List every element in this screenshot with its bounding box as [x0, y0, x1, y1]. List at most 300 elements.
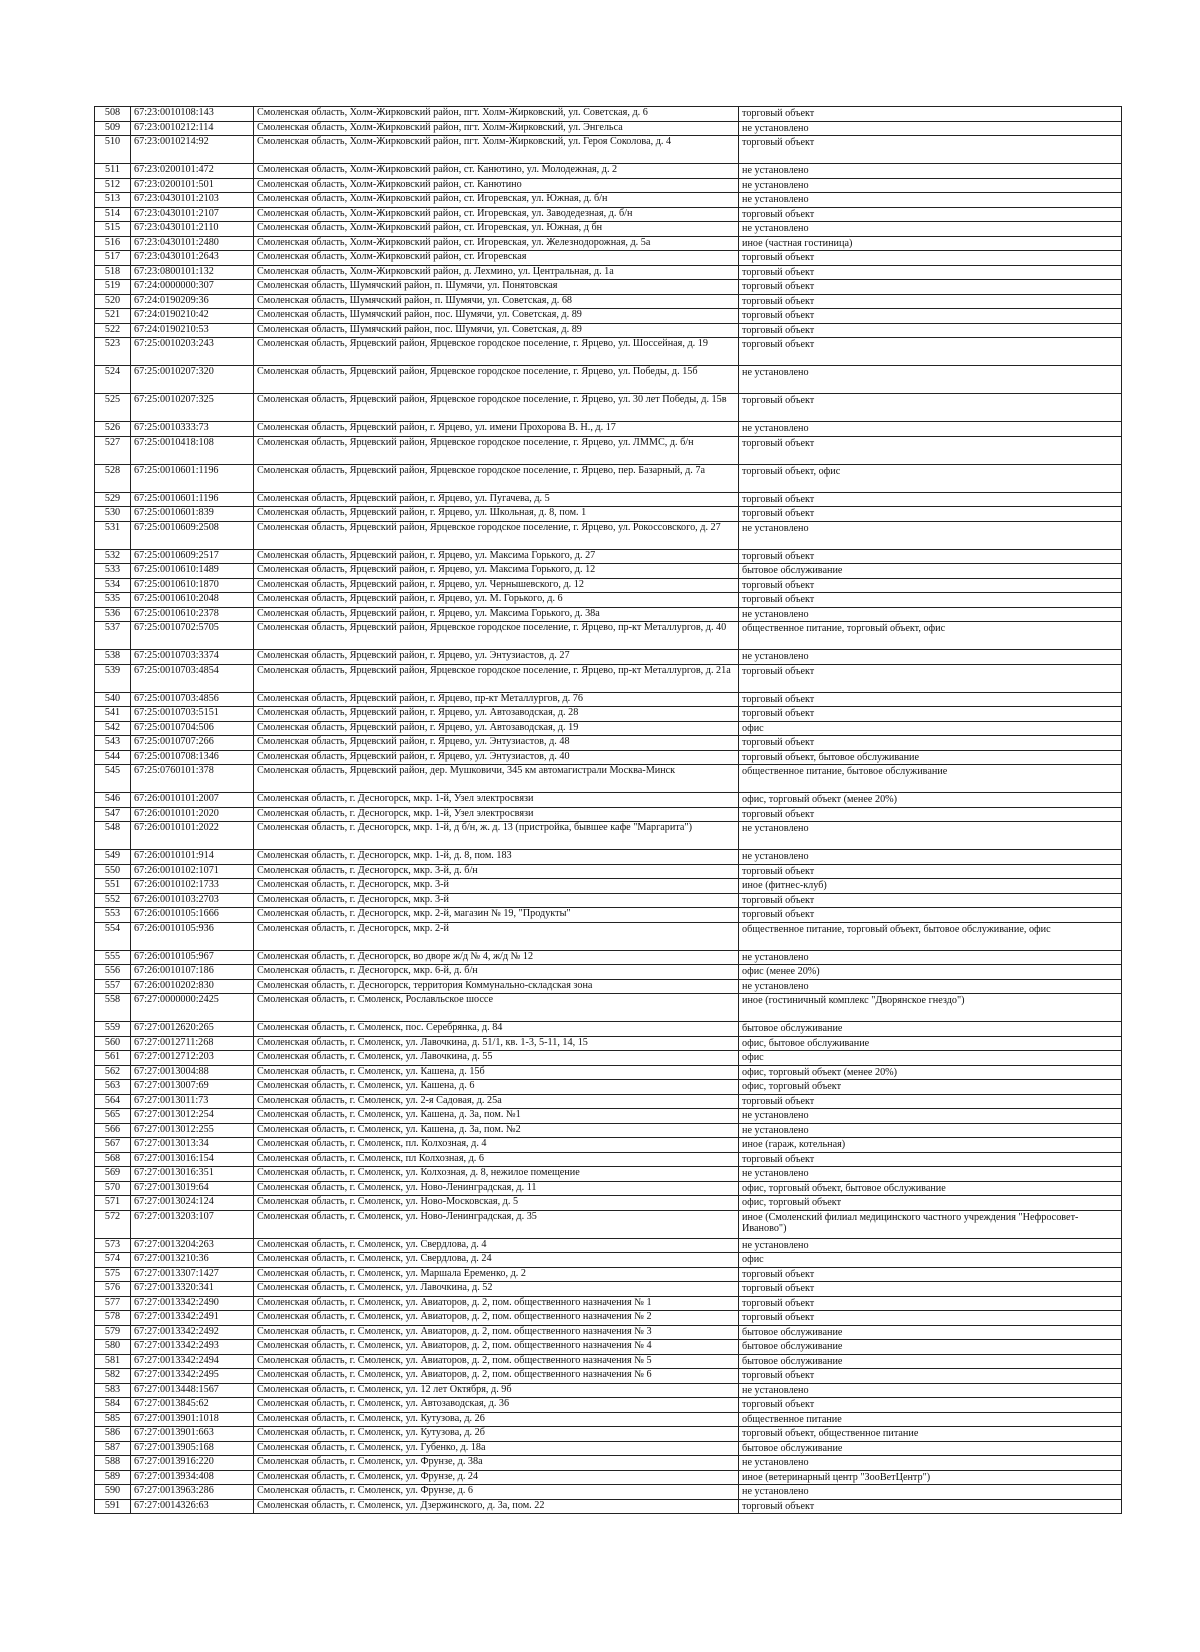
- row-number-cell: [95, 436, 131, 464]
- table-row: [95, 394, 1122, 422]
- usage-type: не установлено: [742, 651, 809, 662]
- usage-type-cell: [739, 1499, 1122, 1514]
- cadastral-number: 67:26:0010101:2020: [134, 807, 219, 819]
- row-number-cell: [95, 1238, 131, 1253]
- address: Смоленская область, Холм-Жирковский район, ст. Канютино, ул. Молодежная, д. 2: [257, 164, 618, 175]
- row-number: 534: [104, 578, 121, 590]
- address: Смоленская область, г. Смоленск, ул. Кутузова, д. 2б: [257, 1427, 485, 1438]
- cadastral-number: 67:27:0013012:255: [134, 1123, 214, 1135]
- row-number: 583: [104, 1383, 121, 1395]
- address-cell: [254, 338, 739, 366]
- table-row: [95, 1210, 1122, 1238]
- row-number-cell: [95, 1282, 131, 1297]
- usage-type-cell: [739, 164, 1122, 179]
- usage-type-cell: [739, 394, 1122, 422]
- cadastral-number: 67:23:0010212:114: [134, 121, 214, 133]
- table-row: [95, 1036, 1122, 1051]
- row-number-cell: [95, 765, 131, 793]
- usage-type: офис (менее 20%): [742, 966, 820, 977]
- address-cell: [254, 207, 739, 222]
- address-cell: [254, 236, 739, 251]
- usage-type-cell: [739, 965, 1122, 980]
- usage-type: общественное питание, торговый объект, офис: [742, 623, 946, 634]
- address-cell: [254, 564, 739, 579]
- address: Смоленская область, г. Смоленск, пл Колхозная, д. 6: [257, 1152, 484, 1164]
- usage-type-cell: [739, 1022, 1122, 1037]
- usage-type-cell: [739, 994, 1122, 1022]
- usage-type-cell: [739, 1094, 1122, 1109]
- usage-type-cell: [739, 366, 1122, 394]
- usage-type-cell: [739, 1296, 1122, 1311]
- address: Смоленская область, г. Смоленск, ул. Кутузова, д. 26: [257, 1412, 485, 1424]
- address-cell: [254, 1485, 739, 1500]
- usage-type: не установлено: [742, 1168, 809, 1179]
- row-number: 551: [104, 879, 121, 890]
- address-cell: [254, 622, 739, 650]
- row-number: 535: [104, 593, 121, 604]
- usage-type-cell: [739, 136, 1122, 164]
- row-number-cell: [95, 893, 131, 908]
- usage-type-cell: [739, 280, 1122, 295]
- row-number: 529: [104, 492, 121, 504]
- usage-type: торговый объект: [742, 693, 815, 705]
- row-number: 584: [104, 1398, 121, 1409]
- row-number: 582: [104, 1369, 121, 1380]
- cadastral-number-cell: [131, 1152, 254, 1167]
- cadastral-number: 67:24:0000000:307: [134, 280, 214, 291]
- usage-type-cell: [739, 1311, 1122, 1326]
- cadastral-number-cell: [131, 1238, 254, 1253]
- cadastral-number-cell: [131, 309, 254, 324]
- usage-type-cell: [739, 507, 1122, 522]
- table-row: [95, 1253, 1122, 1268]
- cadastral-number-cell: [131, 251, 254, 266]
- usage-type: торговый объект: [742, 1268, 815, 1280]
- cadastral-number-cell: [131, 207, 254, 222]
- address-cell: [254, 721, 739, 736]
- table-row: [95, 950, 1122, 965]
- address-cell: [254, 607, 739, 622]
- table-row: [95, 1340, 1122, 1355]
- cadastral-number: 67:27:0013203:107: [134, 1210, 214, 1222]
- address-cell: [254, 323, 739, 338]
- row-number-cell: [95, 1051, 131, 1066]
- cadastral-number: 67:24:0190209:36: [134, 294, 209, 306]
- address: Смоленская область, г. Десногорск, мкр. 1-й, Узел электросвязи: [257, 807, 534, 819]
- address: Смоленская область, г. Смоленск, ул. Свердлова, д. 24: [257, 1253, 492, 1264]
- table-row: [95, 793, 1122, 808]
- cadastral-number: 67:26:0010102:1071: [134, 864, 219, 876]
- row-number: 553: [104, 908, 121, 919]
- cadastral-number: 67:27:0013016:351: [134, 1167, 214, 1178]
- cadastral-number-cell: [131, 1167, 254, 1182]
- address: Смоленская область, г. Смоленск, ул. Ново-Ленинградская, д. 11: [257, 1181, 537, 1193]
- table-row: [95, 507, 1122, 522]
- usage-type: торговый объект: [742, 894, 815, 906]
- usage-type-cell: [739, 1123, 1122, 1138]
- row-number-cell: [95, 507, 131, 522]
- row-number: 564: [104, 1094, 121, 1106]
- cadastral-number-cell: [131, 564, 254, 579]
- usage-type-cell: [739, 1065, 1122, 1080]
- address-cell: [254, 1051, 739, 1066]
- address-cell: [254, 1123, 739, 1138]
- address: Смоленская область, г. Смоленск, ул. Лавочкина, д. 51/1, кв. 1-3, 5-11, 14, 15: [257, 1036, 588, 1048]
- row-number: 567: [104, 1138, 121, 1149]
- address-cell: [254, 1036, 739, 1051]
- cadastral-number-cell: [131, 765, 254, 793]
- address: Смоленская область, г. Смоленск, ул. Фрунзе, д. 24: [257, 1470, 479, 1482]
- row-number: 542: [104, 721, 121, 733]
- table-row: [95, 1456, 1122, 1471]
- table-row: [95, 1282, 1122, 1297]
- cadastral-number: 67:27:0013342:2495: [134, 1369, 219, 1380]
- cadastral-number-cell: [131, 793, 254, 808]
- cadastral-number-cell: [131, 593, 254, 608]
- row-number: 540: [104, 692, 121, 704]
- cadastral-number: 67:26:0010101:914: [134, 850, 214, 861]
- cadastral-number-cell: [131, 692, 254, 707]
- usage-type-cell: [739, 222, 1122, 237]
- table-row: [95, 207, 1122, 222]
- address: Смоленская область, Шумячский район, п. Шумячи, ул. Понятовская: [257, 280, 558, 291]
- table-row: [95, 323, 1122, 338]
- address: Смоленская область, г. Десногорск, мкр. 3-й: [257, 893, 449, 905]
- address: Смоленская область, Ярцевский район, г. Ярцево, ул. М. Горького, д. 6: [257, 593, 563, 604]
- row-number-cell: [95, 593, 131, 608]
- cadastral-number: 67:25:0010601:1196: [134, 464, 219, 476]
- address-cell: [254, 965, 739, 980]
- cadastral-number-cell: [131, 707, 254, 722]
- cadastral-number-cell: [131, 850, 254, 865]
- usage-type-cell: [739, 1210, 1122, 1238]
- usage-type: иное (фитнес-клуб): [742, 880, 827, 891]
- cadastral-number: 67:25:0010601:839: [134, 507, 214, 518]
- usage-type: не установлено: [742, 608, 809, 620]
- table-row: [95, 1094, 1122, 1109]
- usage-type: торговый объект: [742, 808, 815, 820]
- row-number: 557: [104, 979, 121, 991]
- address-cell: [254, 893, 739, 908]
- address-cell: [254, 1138, 739, 1153]
- usage-type: не установлено: [742, 522, 809, 534]
- usage-type: иное (гостиничный комплекс "Дворянское гнездо"): [742, 995, 965, 1006]
- table-row: [95, 879, 1122, 894]
- cadastral-number-cell: [131, 1094, 254, 1109]
- table-row: [95, 965, 1122, 980]
- usage-type-cell: [739, 908, 1122, 923]
- cadastral-number-cell: [131, 1369, 254, 1384]
- address: Смоленская область, Шумячский район, пос. Шумячи, ул. Советская, д. 89: [257, 309, 582, 320]
- cadastral-number-cell: [131, 436, 254, 464]
- row-number-cell: [95, 107, 131, 122]
- cadastral-number: 67:27:0013901:663: [134, 1427, 214, 1438]
- row-number-cell: [95, 664, 131, 692]
- address: Смоленская область, Ярцевский район, г. Ярцево, ул. Энтузиастов, д. 40: [257, 750, 570, 762]
- cadastral-number-cell: [131, 507, 254, 522]
- cadastral-number-cell: [131, 622, 254, 650]
- usage-type: бытовое обслуживание: [742, 565, 843, 576]
- usage-type: иное (ветеринарный центр "ЗооВетЦентр"): [742, 1471, 931, 1483]
- address-cell: [254, 1253, 739, 1268]
- usage-type: торговый объект: [742, 1312, 815, 1323]
- table-row: [95, 521, 1122, 549]
- address: Смоленская область, Ярцевский район, Ярцевское городское поселение, г. Ярцево, ул. 30 лет Победы, д. 15в: [257, 394, 727, 405]
- address-cell: [254, 394, 739, 422]
- row-number-cell: [95, 965, 131, 980]
- usage-type: не установлено: [742, 1239, 809, 1251]
- property-table: [94, 106, 1122, 1514]
- usage-type-cell: [739, 236, 1122, 251]
- row-number: 570: [104, 1181, 121, 1193]
- cadastral-number: 67:27:0013024:124: [134, 1196, 214, 1207]
- usage-type: общественное питание: [742, 1413, 842, 1425]
- usage-type-cell: [739, 864, 1122, 879]
- usage-type-cell: [739, 1398, 1122, 1413]
- table-row: [95, 750, 1122, 765]
- address: Смоленская область, г. Смоленск, ул. Кашена, д. 3а, пом. №1: [257, 1109, 521, 1120]
- row-number-cell: [95, 750, 131, 765]
- usage-type-cell: [739, 121, 1122, 136]
- row-number-cell: [95, 864, 131, 879]
- row-number-cell: [95, 236, 131, 251]
- address: Смоленская область, г. Десногорск, мкр. 2-й, магазин № 19, "Продукты": [257, 908, 571, 919]
- cadastral-number: 67:23:0200101:501: [134, 178, 214, 190]
- row-number: 508: [104, 107, 121, 118]
- address: Смоленская область, г. Десногорск, мкр. 1-й, Узел электросвязи: [257, 793, 534, 804]
- usage-type-cell: [739, 1167, 1122, 1182]
- row-number: 524: [104, 366, 121, 377]
- row-number-cell: [95, 394, 131, 422]
- row-number-cell: [95, 1181, 131, 1196]
- usage-type: офис, торговый объект (менее 20%): [742, 1066, 898, 1078]
- usage-type: не установлено: [742, 980, 809, 992]
- table-row: [95, 464, 1122, 492]
- row-number: 511: [105, 164, 120, 175]
- address: Смоленская область, г. Смоленск, ул. Лавочкина, д. 55: [257, 1051, 493, 1062]
- usage-type-cell: [739, 893, 1122, 908]
- table-row: [95, 765, 1122, 793]
- usage-type: торговый объект: [742, 865, 815, 877]
- address-cell: [254, 107, 739, 122]
- row-number: 563: [104, 1080, 121, 1091]
- address: Смоленская область, г. Смоленск, ул. Кашена, д. 15б: [257, 1065, 485, 1077]
- cadastral-number: 67:25:0010418:108: [134, 436, 214, 448]
- table-row: [95, 607, 1122, 622]
- cadastral-number: 67:27:0013342:2491: [134, 1311, 219, 1322]
- usage-type: офис: [742, 722, 764, 734]
- usage-type-cell: [739, 607, 1122, 622]
- row-number-cell: [95, 1340, 131, 1355]
- row-number: 538: [104, 650, 121, 661]
- address: Смоленская область, Ярцевский район, г. Ярцево, ул. Максима Горького, д. 12: [257, 564, 596, 575]
- address: Смоленская область, Ярцевский район, г. Ярцево, ул. Автозаводская, д. 19: [257, 721, 579, 733]
- address-cell: [254, 280, 739, 295]
- cadastral-number: 67:26:0010101:2007: [134, 793, 219, 804]
- address-cell: [254, 1383, 739, 1398]
- row-number-cell: [95, 994, 131, 1022]
- address-cell: [254, 1094, 739, 1109]
- usage-type-cell: [739, 807, 1122, 822]
- usage-type: офис, бытовое обслуживание: [742, 1037, 870, 1049]
- address: Смоленская область, Холм-Жирковский район, ст. Игоревская, ул. Южная, д бн: [257, 222, 603, 233]
- row-number-cell: [95, 1311, 131, 1326]
- row-number-cell: [95, 1296, 131, 1311]
- table-row: [95, 1138, 1122, 1153]
- row-number-cell: [95, 294, 131, 309]
- row-number-cell: [95, 707, 131, 722]
- address-cell: [254, 1499, 739, 1514]
- usage-type-cell: [739, 664, 1122, 692]
- address: Смоленская область, Холм-Жирковский район, пгт. Холм-Жирковский, ул. Героя Соколова, д. 4: [257, 136, 672, 147]
- address: Смоленская область, г. Смоленск, ул. Ново-Ленинградская, д. 35: [257, 1210, 537, 1222]
- address-cell: [254, 492, 739, 507]
- address-cell: [254, 464, 739, 492]
- address: Смоленская область, Ярцевский район, Ярцевское городское поселение, г. Ярцево, ул. Рокоссовского, д. 27: [257, 521, 721, 533]
- usage-type-cell: [739, 422, 1122, 437]
- address-cell: [254, 136, 739, 164]
- cadastral-number-cell: [131, 492, 254, 507]
- usage-type: торговый объект: [742, 1095, 815, 1107]
- cadastral-number: 67:27:0013320:341: [134, 1282, 214, 1293]
- usage-type-cell: [739, 750, 1122, 765]
- table-row: [95, 1296, 1122, 1311]
- cadastral-number-cell: [131, 750, 254, 765]
- table-row: [95, 1369, 1122, 1384]
- cadastral-number-cell: [131, 549, 254, 564]
- address: Смоленская область, г. Смоленск, ул. Кашена, д. 3а, пом. №2: [257, 1123, 521, 1135]
- usage-type: бытовое обслуживание: [742, 1023, 843, 1034]
- row-number-cell: [95, 1369, 131, 1384]
- usage-type: не установлено: [742, 823, 809, 834]
- cadastral-number: 67:25:0010703:5151: [134, 707, 219, 718]
- cadastral-number-cell: [131, 193, 254, 208]
- usage-type: общественное питание, торговый объект, бытовое обслуживание, офис: [742, 923, 1051, 935]
- table-row: [95, 692, 1122, 707]
- usage-type-cell: [739, 1238, 1122, 1253]
- address: Смоленская область, Ярцевский район, Ярцевское городское поселение, г. Ярцево, ул. Победы, д. 15б: [257, 366, 698, 377]
- row-number: 532: [104, 549, 121, 561]
- cadastral-number-cell: [131, 607, 254, 622]
- address-cell: [254, 1441, 739, 1456]
- row-number-cell: [95, 578, 131, 593]
- row-number-cell: [95, 265, 131, 280]
- cadastral-number-cell: [131, 822, 254, 850]
- cadastral-number: 67:25:0010203:243: [134, 338, 214, 349]
- table-row: [95, 236, 1122, 251]
- row-number-cell: [95, 492, 131, 507]
- usage-type: не установлено: [742, 851, 809, 862]
- cadastral-number: 67:27:0013210:36: [134, 1253, 209, 1264]
- cadastral-number-cell: [131, 1123, 254, 1138]
- usage-type-cell: [739, 549, 1122, 564]
- row-number-cell: [95, 908, 131, 923]
- row-number-cell: [95, 1022, 131, 1037]
- address-cell: [254, 178, 739, 193]
- cadastral-number: 67:27:0013342:2492: [134, 1325, 219, 1337]
- address-cell: [254, 950, 739, 965]
- table-row: [95, 366, 1122, 394]
- address: Смоленская область, Шумячский район, пос. Шумячи, ул. Советская, д. 89: [257, 323, 582, 335]
- table-row: [95, 309, 1122, 324]
- usage-type: не установлено: [742, 367, 809, 378]
- row-number-cell: [95, 193, 131, 208]
- usage-type: торговый объект: [742, 1153, 815, 1165]
- table-row: [95, 622, 1122, 650]
- usage-type-cell: [739, 323, 1122, 338]
- address-cell: [254, 822, 739, 850]
- address: Смоленская область, г. Смоленск, ул. Свердлова, д. 4: [257, 1238, 487, 1250]
- usage-type-cell: [739, 1152, 1122, 1167]
- cadastral-number-cell: [131, 236, 254, 251]
- address: Смоленская область, г. Смоленск, ул. Авиаторов, д. 2, пом. общественного назначения № 3: [257, 1325, 652, 1337]
- row-number-cell: [95, 1354, 131, 1369]
- cadastral-number: 67:27:0013916:220: [134, 1456, 214, 1467]
- row-number-cell: [95, 280, 131, 295]
- cadastral-number-cell: [131, 422, 254, 437]
- address: Смоленская область, Ярцевский район, г. Ярцево, ул. Максима Горького, д. 27: [257, 549, 596, 561]
- row-number-cell: [95, 793, 131, 808]
- table-row: [95, 893, 1122, 908]
- cadastral-number: 67:27:0013016:154: [134, 1152, 214, 1164]
- table-row: [95, 650, 1122, 665]
- address-cell: [254, 251, 739, 266]
- address: Смоленская область, Ярцевский район, дер. Мушковичи, 345 км автомагистрали Москва-Минск: [257, 765, 676, 776]
- row-number-cell: [95, 922, 131, 950]
- address: Смоленская область, г. Десногорск, мкр. 3-й: [257, 879, 449, 890]
- cadastral-number: 67:25:0760101:378: [134, 765, 214, 776]
- usage-type: торговый объект, офис: [742, 465, 841, 477]
- usage-type: торговый объект: [742, 137, 815, 148]
- row-number-cell: [95, 464, 131, 492]
- address-cell: [254, 850, 739, 865]
- address-cell: [254, 1238, 739, 1253]
- row-number-cell: [95, 1210, 131, 1238]
- address-cell: [254, 1267, 739, 1282]
- table-row: [95, 1398, 1122, 1413]
- table-row: [95, 280, 1122, 295]
- row-number-cell: [95, 121, 131, 136]
- row-number-cell: [95, 950, 131, 965]
- cadastral-number: 67:27:0013307:1427: [134, 1267, 219, 1279]
- cadastral-number: 67:25:0010702:5705: [134, 622, 219, 633]
- address-cell: [254, 294, 739, 309]
- row-number-cell: [95, 1456, 131, 1471]
- usage-type: торговый объект: [742, 281, 815, 292]
- row-number-cell: [95, 1065, 131, 1080]
- row-number-cell: [95, 164, 131, 179]
- usage-type: общественное питание, бытовое обслуживание: [742, 766, 948, 777]
- address: Смоленская область, г. Смоленск, ул. Авиаторов, д. 2, пом. общественного назначения № 4: [257, 1340, 652, 1351]
- cadastral-number: 67:25:0010207:325: [134, 394, 214, 405]
- address: Смоленская область, Холм-Жирковский район, д. Лехмино, ул. Центральная, д. 1а: [257, 265, 614, 277]
- usage-type-cell: [739, 822, 1122, 850]
- address: Смоленская область, г. Смоленск, пос. Серебрянка, д. 84: [257, 1022, 503, 1033]
- usage-type: торговый объект: [742, 909, 815, 920]
- address-cell: [254, 1340, 739, 1355]
- usage-type-cell: [739, 1196, 1122, 1211]
- row-number: 579: [104, 1325, 121, 1337]
- row-number-cell: [95, 1152, 131, 1167]
- row-number: 565: [104, 1109, 121, 1120]
- row-number: 531: [104, 521, 121, 533]
- usage-type-cell: [739, 1383, 1122, 1398]
- row-number: 562: [104, 1065, 121, 1077]
- usage-type: не установлено: [742, 1124, 809, 1136]
- address: Смоленская область, г. Смоленск, ул. Дзержинского, д. 3а, пом. 22: [257, 1499, 545, 1511]
- usage-type: торговый объект: [742, 310, 815, 321]
- usage-type: торговый объект: [742, 493, 815, 505]
